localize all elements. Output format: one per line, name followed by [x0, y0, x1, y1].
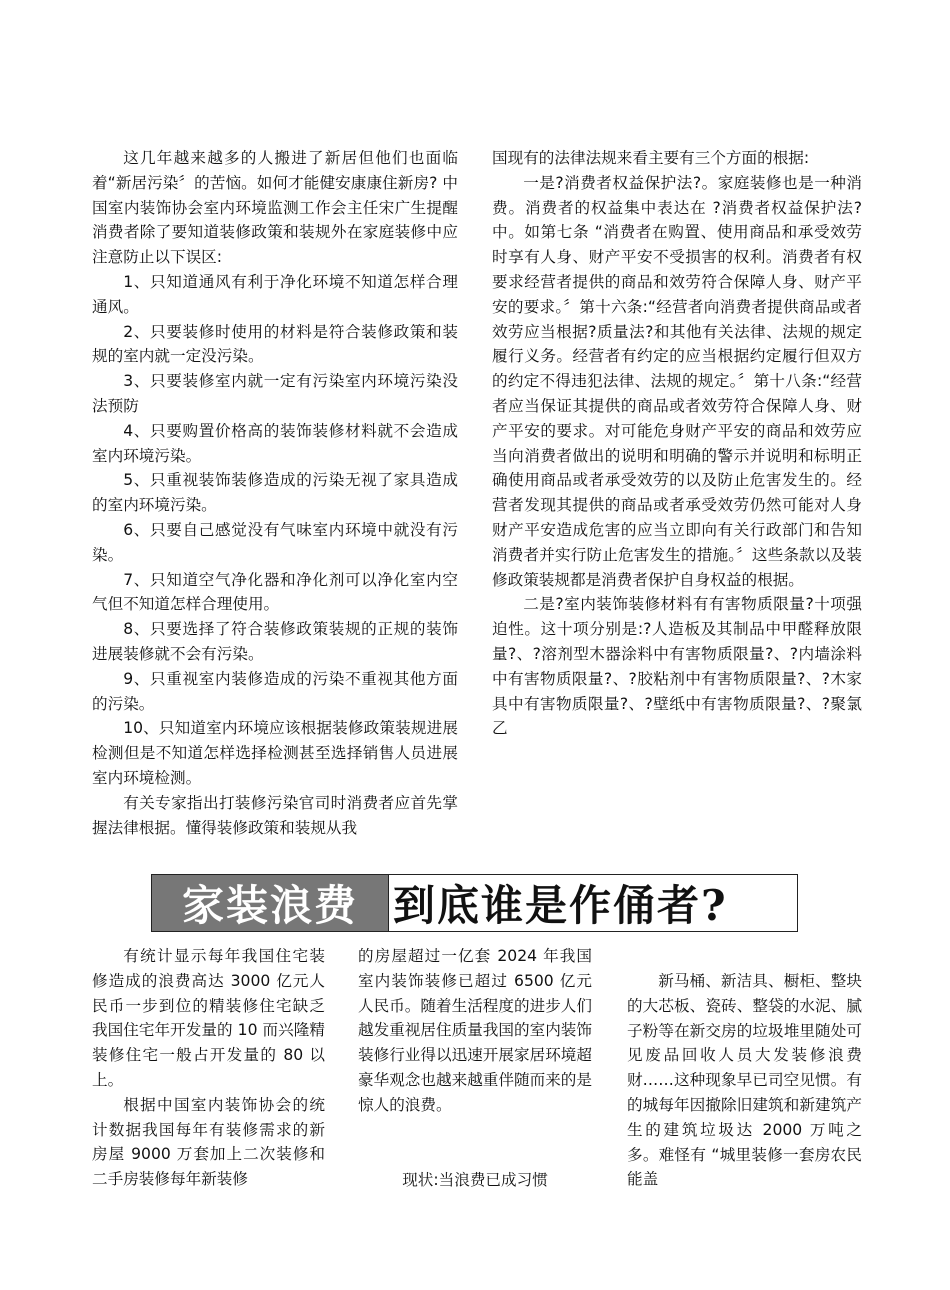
misconception-item: 6、只要自己感觉没有气味室内环境中就没有污染。 — [92, 520, 458, 564]
headline-question: 到底谁是作俑者? — [393, 881, 728, 930]
misconception-item: 9、只重视室内装修造成的污染不重视其他方面的污染。 — [92, 669, 458, 713]
misconception-item: 8、只要选择了符合装修政策装规的正规的装饰进展装修就不会有污染。 — [92, 620, 458, 663]
expert-paragraph: 有关专家指出打装修污染官司时消费者应首先掌握法律根据。懂得装修政策和装规从我 — [92, 793, 458, 837]
continued-paragraph: 的房屋超过一亿套 2024 年我国室内装饰装修已超过 6500 亿元人民币。随着生活程度的进步人们越发重视居住质量我国的室内装饰装修行业得以迅速开展家居环境超豪华观念也越来越重伴随而来的是惊人的浪费。 — [358, 947, 592, 1114]
bottom-column-1 — [92, 944, 325, 1192]
association-paragraph: 根据中国室内装饰协会的统计数据我国每年有装修需求的新房屋 9000 万套加上二次装修和二手房装修每年新装修 — [92, 1095, 325, 1189]
bottom-column-2 — [358, 944, 592, 1118]
bottom-column-3 — [627, 969, 862, 1192]
misconception-item: 7、只知道空气净化器和净化剂可以净化室内空气但不知道怎样合理使用。 — [92, 570, 458, 614]
law-paragraph: 一是?消费者权益保护法?。家庭装修也是一种消费。消费者的权益集中表达在 ?消费者权益保护法?中。如第七条 “消费者在购置、使用商品和承受效劳时享有人身、财产平安不受损害的权利。消费者有权要求经营者提供的商品和效劳符合保障人身、财产平安的要求。〞第十六条:“经营者向消费者提供商品或者效劳应当根据?质量法?和其他有关法律、法规的规定履行义务。经营者有约定的应当根据约定履行但双方的约定不得违犯法律、法规的规定。〞第十八条:“经营者应当保证其提供的商品或者效劳符合保障人身、财产平安的要求。对可能危身财产平安的商品和效劳应当向消费者做出的说明和明确的警示并说明和标明正确使用商品或者承受效劳的以及防止危害发生的。经营者发现其提供的商品或者承受效劳仍然可能对人身财产平安造成危害的应当立即向有关行政部门和告知消费者并实行防止危害发生的措施。〞这些条款以及装修政策装规都是消费者保护自身权益的根据。 — [492, 173, 862, 589]
headline-banner — [151, 874, 798, 932]
section-subheading: 现状:当浪费已成习惯 — [402, 1171, 548, 1189]
standard-paragraph: 二是?室内装饰装修材料有有害物质限量?十项强迫性。这十项分别是:?人造板及其制品中甲醛释放限量?、?溶剂型木器涂料中有害物质限量?、?内墙涂料中有害物质限量?、?胶粘剂中有害物质限量?、?木家具中有害物质限量?、?壁纸中有害物质限量?、?聚氯乙 — [492, 595, 862, 738]
misconception-item: 2、只要装修时使用的材料是符合装修政策和装规的室内就一定没污染。 — [92, 322, 458, 366]
top-left-column — [92, 146, 458, 840]
misconception-item: 3、只要装修室内就一定有污染室内环境污染没法预防 — [92, 372, 458, 415]
statistics-paragraph: 有统计显示每年我国住宅装修造成的浪费高达 3000 亿元人民币一步到位的精装修住宅缺乏我国住宅年开发量的 10 而兴隆精装修住宅一般占开发量的 80 以上。 — [92, 947, 325, 1089]
intro-paragraph: 这几年越来越多的人搬进了新居但他们也面临着“新居污染〞的苦恼。如何才能健安康康住新房? 中国室内装饰协会室内环境监测工作会主任宋广生提醒消费者除了要知道装修政策和装规外在家庭装修中应注意防止以下误区: — [92, 149, 458, 267]
misconception-item: 10、只知道室内环境应该根据装修政策装规进展检测但是不知道怎样选择检测甚至选择销售人员进展室内环境检测。 — [92, 719, 458, 787]
misconception-item: 1、只知道通风有利于净化环境不知道怎样合理通风。 — [92, 272, 458, 316]
top-right-column — [492, 146, 862, 741]
continued-paragraph: 国现有的法律法规来看主要有三个方面的根据: — [492, 149, 810, 167]
misconception-item: 5、只重视装饰装修造成的污染无视了家具造成的室内环境污染。 — [92, 471, 458, 515]
misconception-item: 4、只要购置价格高的装饰装修材料就不会造成室内环境污染。 — [92, 421, 458, 465]
headline-highlight: 家装浪费 — [152, 875, 389, 931]
waste-paragraph: 新马桶、新洁具、橱柜、整块的大芯板、瓷砖、整袋的水泥、腻子粉等在新交房的垃圾堆里随处可见废品回收人员大发装修浪费财……这种现象早已司空见惯。有的城每年因撤除旧建筑和新建筑产生的建筑垃圾达 2000 万吨之多。难怪有 “城里装修一套房农民能盖 — [627, 972, 862, 1189]
